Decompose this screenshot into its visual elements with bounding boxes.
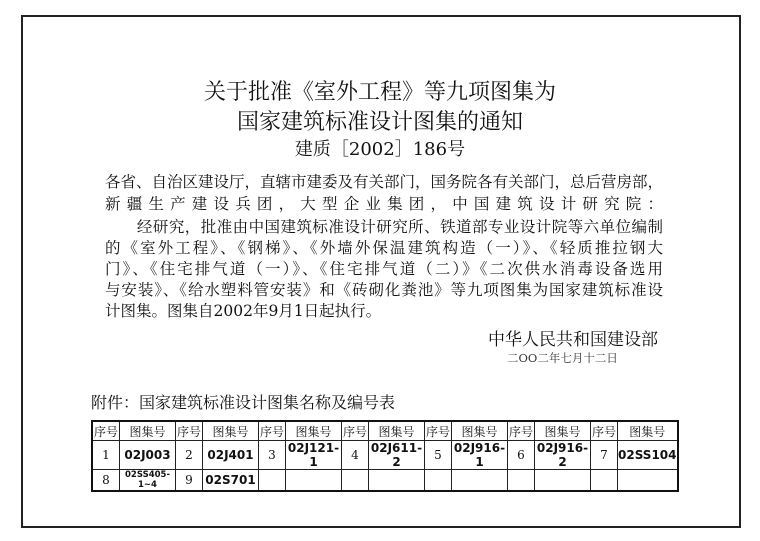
notice-title-line-1: 关于批准《室外工程》等九项图集为 <box>203 80 556 105</box>
table-row <box>92 470 678 492</box>
seq-cell <box>342 470 369 492</box>
issuer-signature: 中华人民共和国建设部 <box>488 330 658 350</box>
header-seq: 序号 <box>508 421 535 441</box>
body-line: 计图集。图集自2002年9月1日起执行。 <box>105 302 382 320</box>
addressee-line: 各省、自治区建设厅，直辖市建委及有关部门，国务院各有关部门，总后营房部， <box>105 173 664 191</box>
seq-cell <box>425 470 452 492</box>
header-seq: 序号 <box>176 421 203 441</box>
header-code: 图集号 <box>203 421 259 441</box>
seq-cell: 2 <box>176 441 203 470</box>
header-seq: 序号 <box>259 421 286 441</box>
code-cell <box>618 470 678 492</box>
code-cell: 02J401 <box>203 441 259 470</box>
table-row <box>92 441 678 470</box>
code-cell: 02J611-2 <box>369 441 425 470</box>
seq-cell: 6 <box>508 441 535 470</box>
seq-cell <box>591 470 618 492</box>
code-cell: 02J121-1 <box>286 441 342 470</box>
code-cell <box>286 470 342 492</box>
code-cell <box>535 470 591 492</box>
code-cell: 02J916-1 <box>452 441 508 470</box>
notice-title-line-2: 国家建筑标准设计图集的通知 <box>236 110 523 135</box>
seq-cell: 3 <box>259 441 286 470</box>
seq-cell: 8 <box>92 470 120 492</box>
seq-cell: 1 <box>92 441 120 470</box>
code-cell: 02J003 <box>120 441 176 470</box>
code-cell: 02SS104 <box>618 441 678 470</box>
header-seq: 序号 <box>591 421 618 441</box>
document-number: 建质［2002］186号 <box>294 139 466 160</box>
atlas-table <box>91 420 679 492</box>
body-line: 与安装》、《给水塑料管安装》和《砖砌化粪池》等九项图集为国家建筑标准设 <box>105 281 663 299</box>
addressee-line: 新疆生产建设兵团，大型企业集团，中国建筑设计研究院： <box>105 195 663 213</box>
code-cell <box>369 470 425 492</box>
header-code: 图集号 <box>286 421 342 441</box>
body-line: 经研究，批准由中国建筑标准设计研究所、铁道部专业设计院等六单位编制 <box>105 218 663 236</box>
seq-cell <box>508 470 535 492</box>
seq-cell: 4 <box>342 441 369 470</box>
seq-cell: 5 <box>425 441 452 470</box>
body-line: 的《室外工程》、《钢梯》、《外墙外保温建筑构造（一）》、《轻质推拉钢大 <box>105 239 663 257</box>
code-cell: 02S701 <box>203 470 259 492</box>
seq-cell: 9 <box>176 470 203 492</box>
header-seq: 序号 <box>92 421 120 441</box>
code-cell <box>452 470 508 492</box>
code-cell: 02SS405-1~4 <box>120 470 176 492</box>
header-seq: 序号 <box>425 421 452 441</box>
header-code: 图集号 <box>452 421 508 441</box>
header-code: 图集号 <box>120 421 176 441</box>
header-code: 图集号 <box>369 421 425 441</box>
code-cell: 02J916-2 <box>535 441 591 470</box>
attachment-label: 附件：国家建筑标准设计图集名称及编号表 <box>91 393 396 412</box>
header-code: 图集号 <box>618 421 678 441</box>
issue-date: 二OO二年七月十二日 <box>507 351 618 365</box>
header-seq: 序号 <box>342 421 369 441</box>
seq-cell <box>259 470 286 492</box>
body-line: 门》、《住宅排气道（一）》、《住宅排气道（二）》《二次供水消毒设备选用 <box>105 260 663 278</box>
seq-cell: 7 <box>591 441 618 470</box>
table-header-row <box>92 421 678 441</box>
header-code: 图集号 <box>535 421 591 441</box>
